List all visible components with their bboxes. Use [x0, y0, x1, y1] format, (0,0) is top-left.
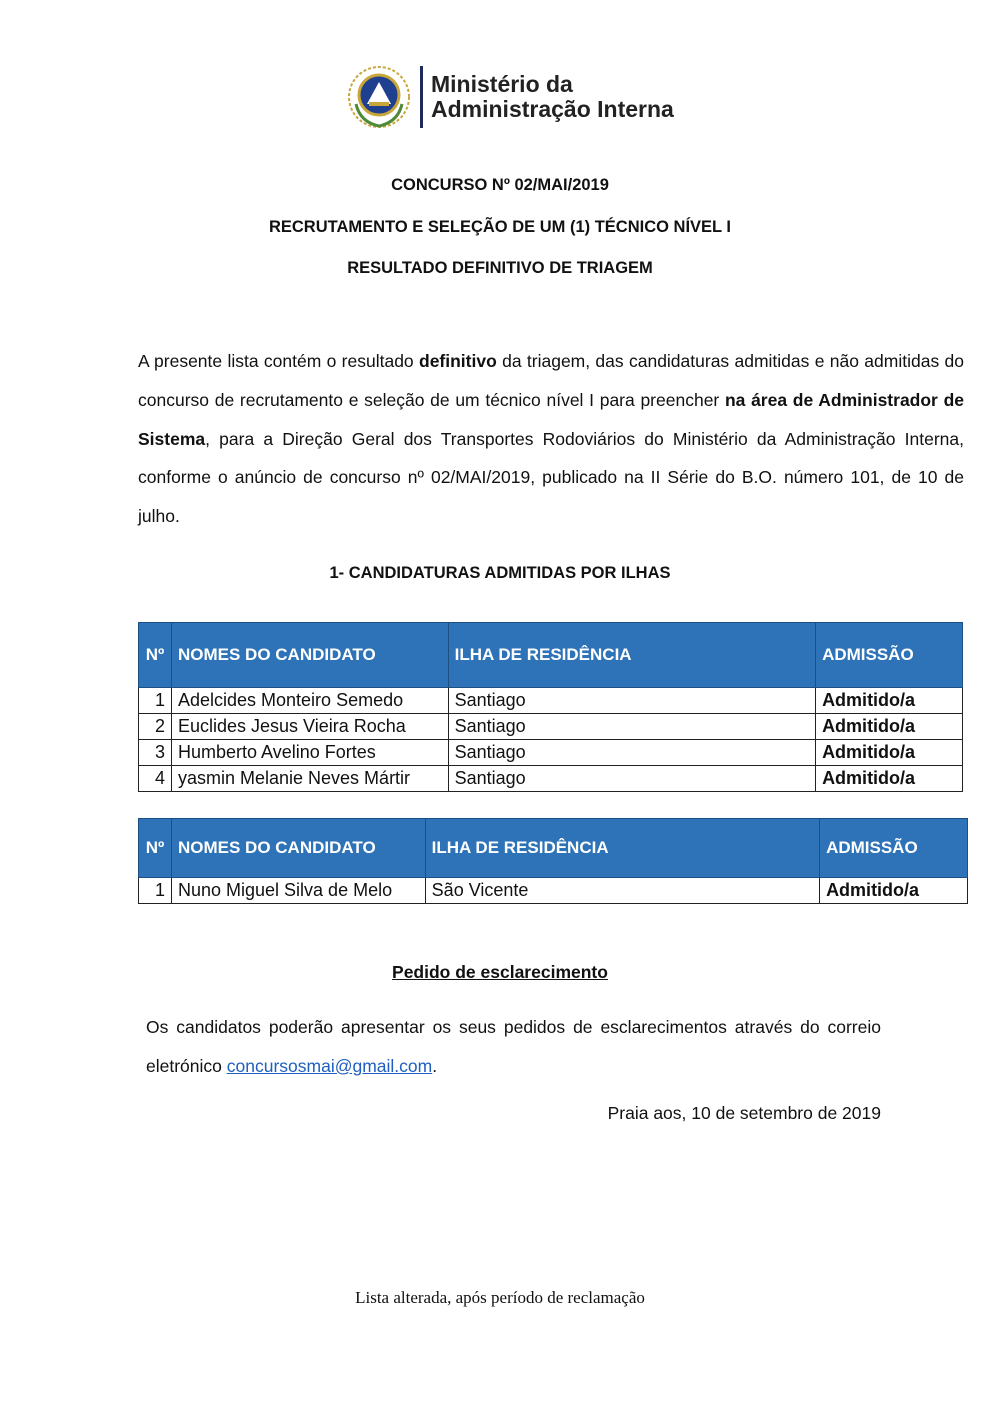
cell-name: yasmin Melanie Neves Mártir — [171, 766, 448, 792]
coat-of-arms-icon — [346, 64, 412, 130]
cell-island: Santiago — [448, 766, 815, 792]
intro-bold-area: na área de Administrador de Sistema — [138, 389, 964, 449]
result-title: RESULTADO DEFINITIVO DE TRIAGEM — [347, 259, 653, 277]
cell-admission: Admitido/a — [816, 714, 963, 740]
ministry-name — [431, 72, 674, 122]
cell-admission: Admitido/a — [820, 878, 968, 904]
date-line: Praia aos, 10 de setembro de 2019 — [607, 1103, 881, 1123]
clarification-text: Os candidatos poderão apresentar os seus pedidos de esclarecimentos através do correio eletrónico — [146, 1017, 881, 1076]
admitted-table-1 — [138, 622, 963, 792]
cell-admission: Admitido/a — [816, 766, 963, 792]
cell-admission: Admitido/a — [816, 740, 963, 766]
clarification-title: Pedido de esclarecimento — [392, 962, 608, 982]
intro-text-3: , para a Direção Geral dos Transportes Rodoviários do Ministério da Administração Interna, conforme o anúncio de concurso nº 02/MAI/2019, publicado na II Série do B.O. número 101, de 10 de julho. — [138, 428, 964, 527]
admitted-table-2 — [138, 818, 968, 904]
cell-num: 3 — [139, 740, 172, 766]
intro-paragraph — [138, 342, 964, 536]
clarification-end: . — [432, 1055, 438, 1076]
section-title: 1- CANDIDATURAS ADMITIDAS POR ILHAS — [329, 564, 671, 582]
cell-name: Nuno Miguel Silva de Melo — [171, 878, 425, 904]
col-header-num: Nº — [139, 623, 172, 688]
col-header-name: NOMES DO CANDIDATO — [171, 623, 448, 688]
cell-num: 1 — [139, 878, 172, 904]
ministry-name-line2: Administração Interna — [431, 96, 674, 122]
table-row — [139, 714, 963, 740]
cell-name: Adelcides Monteiro Semedo — [171, 688, 448, 714]
col-header-num: Nº — [139, 819, 172, 878]
table-row — [139, 766, 963, 792]
logo-divider — [420, 66, 423, 128]
cell-name: Humberto Avelino Fortes — [171, 740, 448, 766]
cell-num: 2 — [139, 714, 172, 740]
cell-admission: Admitido/a — [816, 688, 963, 714]
footer-note: Lista alterada, após período de reclamação — [355, 1288, 645, 1307]
cell-island: Santiago — [448, 740, 815, 766]
col-header-name: NOMES DO CANDIDATO — [171, 819, 425, 878]
clarification-paragraph — [146, 1008, 881, 1086]
cell-island: São Vicente — [425, 878, 819, 904]
table-header-row — [139, 623, 963, 688]
col-header-admission: ADMISSÃO — [816, 623, 963, 688]
cell-name: Euclides Jesus Vieira Rocha — [171, 714, 448, 740]
table-row — [139, 688, 963, 714]
recruitment-title: RECRUTAMENTO E SELEÇÃO DE UM (1) TÉCNICO NÍVEL I — [268, 218, 732, 236]
col-header-admission: ADMISSÃO — [820, 819, 968, 878]
intro-text-2: da triagem, das candidaturas admitidas e não admitidas do concurso de recrutamento e seleção de um técnico nível I para preencher — [138, 351, 964, 410]
cell-island: Santiago — [448, 714, 815, 740]
cell-num: 4 — [139, 766, 172, 792]
col-header-island: ILHA DE RESIDÊNCIA — [448, 623, 815, 688]
contest-title: CONCURSO Nº 02/MAI/2019 — [391, 176, 609, 194]
table-row — [139, 878, 968, 904]
cell-island: Santiago — [448, 688, 815, 714]
ministry-logo — [346, 62, 676, 132]
cell-num: 1 — [139, 688, 172, 714]
intro-bold-definitivo: definitivo — [419, 351, 497, 371]
table-header-row — [139, 819, 968, 878]
ministry-name-line1: Ministério da — [431, 71, 573, 97]
table-row — [139, 740, 963, 766]
email-link[interactable]: concursosmai@gmail.com — [226, 1055, 433, 1076]
intro-text-1: A presente lista contém o resultado — [138, 351, 419, 371]
col-header-island: ILHA DE RESIDÊNCIA — [425, 819, 819, 878]
